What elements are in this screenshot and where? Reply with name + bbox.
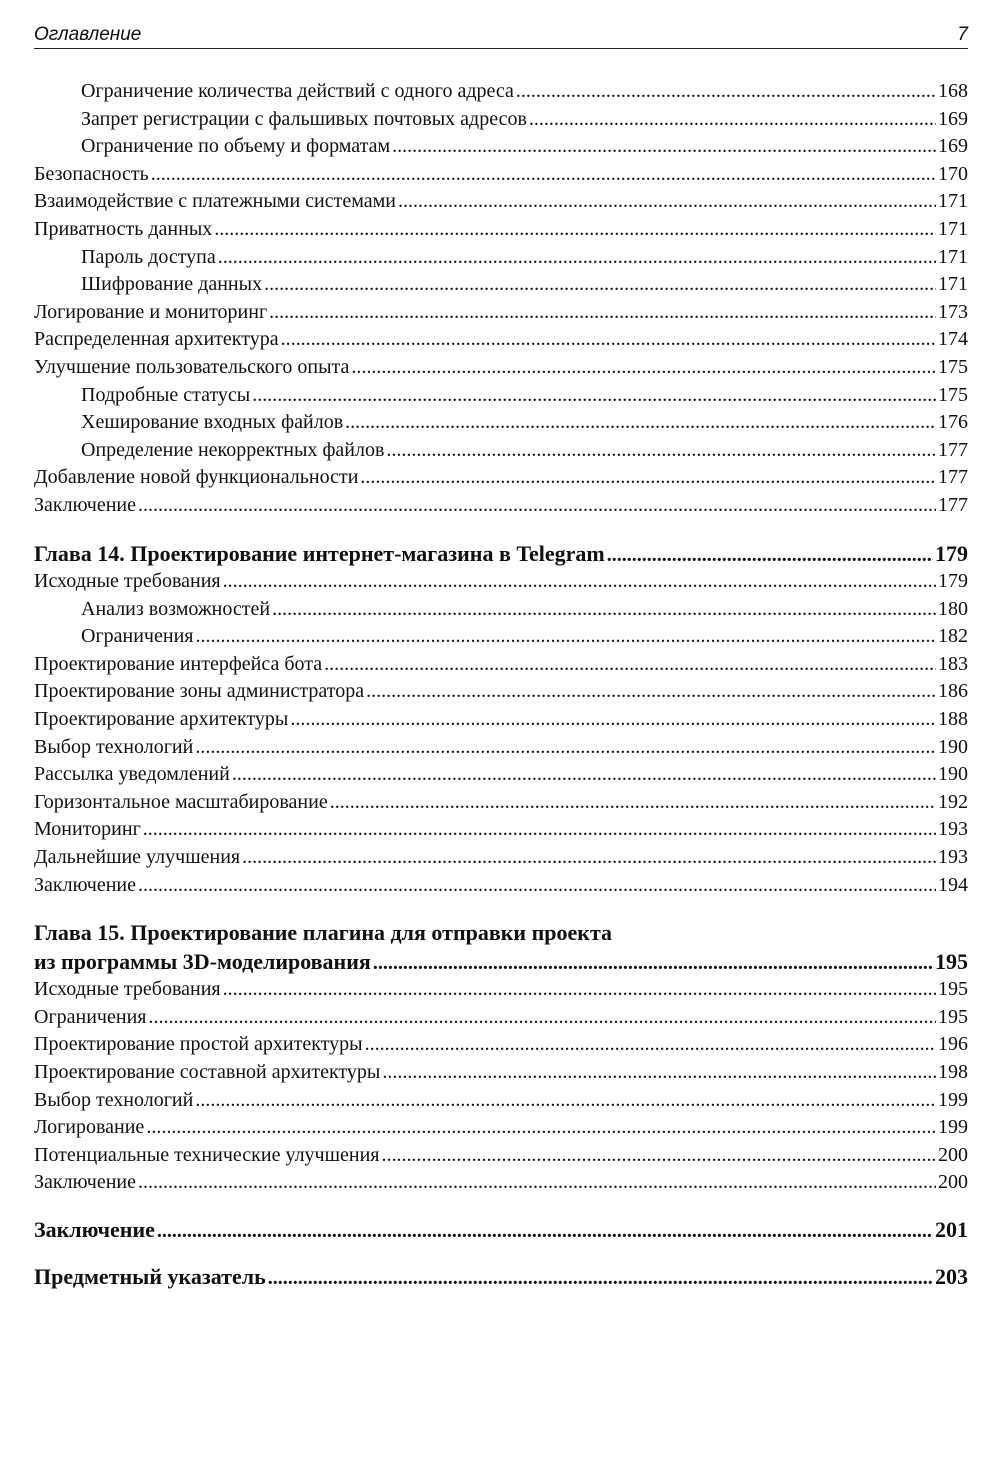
toc-entry-page: 190	[938, 763, 968, 786]
dot-leader	[392, 133, 936, 161]
toc-entry[interactable]	[34, 78, 968, 106]
toc-entry[interactable]	[34, 1004, 968, 1032]
toc-entry[interactable]	[34, 789, 968, 817]
chapter-15-title-line2: из программы 3D-моделирования	[34, 948, 371, 974]
toc-entry-title: Подробные статусы	[81, 383, 251, 406]
dot-leader	[516, 78, 936, 106]
toc-entry-title: Проектирование архитектуры	[34, 707, 289, 730]
running-head-title: Оглавление	[34, 24, 142, 45]
dot-leader	[148, 1004, 936, 1032]
dot-leader	[268, 1264, 933, 1293]
toc-entry-page: 173	[938, 300, 968, 323]
dot-leader	[272, 596, 936, 624]
conclusion-title: Заключение	[34, 1216, 155, 1242]
toc-entry[interactable]	[34, 734, 968, 762]
toc-entry-title: Выбор технологий	[34, 1088, 194, 1111]
toc-entry-title: Хеширование входных файлов	[81, 411, 344, 434]
toc-entry-title: Приватность данных	[34, 217, 213, 240]
chapter-14-page: 179	[935, 540, 968, 566]
table-of-contents	[34, 78, 968, 1292]
toc-entry-title: Проектирование интерфейса бота	[34, 652, 323, 675]
toc-entry[interactable]	[34, 1142, 968, 1170]
toc-entry[interactable]	[34, 106, 968, 134]
toc-entry-page: 198	[938, 1060, 968, 1083]
index-heading[interactable]	[34, 1263, 968, 1292]
dot-leader	[151, 161, 936, 189]
toc-entry-title: Анализ возможностей	[81, 597, 271, 620]
toc-entry[interactable]	[34, 1087, 968, 1115]
dot-leader	[345, 409, 936, 437]
toc-entry[interactable]	[34, 761, 968, 789]
dot-leader	[382, 1142, 937, 1170]
dot-leader	[281, 326, 936, 354]
toc-entry[interactable]	[34, 188, 968, 216]
toc-entry-page: 175	[938, 383, 968, 406]
toc-entry-page: 192	[938, 790, 968, 813]
toc-entry-title: Определение некорректных файлов	[81, 438, 385, 461]
toc-entry[interactable]	[34, 299, 968, 327]
toc-entry-page: 183	[938, 652, 968, 675]
toc-entry-page: 195	[938, 978, 968, 1001]
toc-entry-page: 194	[938, 873, 968, 896]
toc-entry-title: Заключение	[34, 873, 136, 896]
index-page: 203	[935, 1264, 968, 1290]
toc-entry-title: Логирование	[34, 1116, 145, 1139]
dot-leader	[138, 1169, 936, 1197]
toc-entry-page: 190	[938, 735, 968, 758]
dot-leader	[398, 188, 936, 216]
running-head-page-number: 7	[957, 24, 968, 45]
toc-entry-title: Потенциальные технические улучшения	[34, 1143, 380, 1166]
toc-entry-page: 199	[938, 1116, 968, 1139]
dot-leader	[223, 568, 936, 596]
dot-leader	[214, 216, 936, 244]
toc-entry-page: 186	[938, 680, 968, 703]
index-title: Предметный указатель	[34, 1264, 266, 1290]
toc-entry-title: Улучшение пользовательского опыта	[34, 355, 350, 378]
toc-entry[interactable]	[34, 976, 968, 1004]
toc-entry[interactable]	[34, 651, 968, 679]
chapter-14-entries	[34, 568, 968, 899]
toc-entry-page: 193	[938, 845, 968, 868]
toc-entry-title: Мониторинг	[34, 818, 141, 841]
toc-entry[interactable]	[34, 816, 968, 844]
toc-entry[interactable]	[34, 409, 968, 437]
toc-entry[interactable]	[34, 568, 968, 596]
chapter-15-entries	[34, 976, 968, 1197]
toc-entry[interactable]	[34, 623, 968, 651]
dot-leader	[373, 949, 933, 978]
dot-leader	[252, 382, 936, 410]
dot-leader	[382, 1059, 936, 1087]
dot-leader	[529, 106, 936, 134]
toc-entry-page: 195	[938, 1005, 968, 1028]
toc-section-continued	[34, 78, 968, 520]
toc-entry-page: 171	[938, 273, 968, 296]
toc-entry-page: 193	[938, 818, 968, 841]
toc-entry[interactable]	[34, 596, 968, 624]
conclusion-page: 201	[935, 1216, 968, 1242]
toc-entry-title: Заключение	[34, 493, 136, 516]
toc-entry-page: 169	[938, 107, 968, 130]
toc-entry-page: 182	[938, 625, 968, 648]
toc-entry-title: Рассылка уведомлений	[34, 763, 230, 786]
toc-entry[interactable]	[34, 872, 968, 900]
toc-entry-page: 199	[938, 1088, 968, 1111]
toc-entry[interactable]	[34, 492, 968, 520]
chapter-15-heading[interactable]	[34, 919, 968, 976]
toc-entry[interactable]	[34, 1059, 968, 1087]
conclusion-heading[interactable]	[34, 1216, 968, 1245]
dot-leader	[351, 354, 936, 382]
dot-leader	[146, 1114, 936, 1142]
dot-leader	[242, 844, 936, 872]
toc-entry-title: Ограничения	[81, 625, 194, 648]
toc-entry[interactable]	[34, 216, 968, 244]
toc-entry-title: Логирование и мониторинг	[34, 300, 268, 323]
toc-entry-page: 188	[938, 707, 968, 730]
toc-entry-page: 171	[938, 190, 968, 213]
chapter-15-page: 195	[935, 948, 968, 974]
toc-entry-page: 171	[938, 217, 968, 240]
toc-entry-title: Запрет регистрации с фальшивых почтовых адресов	[81, 107, 527, 130]
toc-entry-title: Выбор технологий	[34, 735, 194, 758]
toc-entry-page: 175	[938, 355, 968, 378]
dot-leader	[195, 734, 936, 762]
toc-entry-title: Заключение	[34, 1171, 136, 1194]
toc-entry-page: 180	[938, 597, 968, 620]
dot-leader	[330, 789, 936, 817]
toc-entry[interactable]	[34, 326, 968, 354]
dot-leader	[195, 623, 936, 651]
dot-leader	[607, 541, 933, 570]
dot-leader	[360, 464, 936, 492]
toc-entry-title: Ограничение количества действий с одного адреса	[81, 80, 514, 102]
toc-entry[interactable]	[34, 244, 968, 272]
toc-entry[interactable]	[34, 1169, 968, 1197]
toc-entry-title: Шифрование данных	[81, 273, 263, 296]
dot-leader	[365, 1031, 936, 1059]
dot-leader	[324, 651, 936, 679]
toc-entry-title: Исходные требования	[34, 570, 221, 592]
toc-entry-page: 171	[938, 245, 968, 268]
toc-entry-page: 200	[938, 1171, 968, 1194]
running-head	[34, 22, 968, 49]
dot-leader	[269, 299, 936, 327]
toc-entry-title: Взаимодействие с платежными системами	[34, 190, 396, 213]
toc-entry-page: 170	[938, 162, 968, 185]
toc-entry-page: 196	[938, 1033, 968, 1056]
toc-entry[interactable]	[34, 271, 968, 299]
toc-entry-page: 200	[938, 1143, 968, 1166]
chapter-14-title: Глава 14. Проектирование интернет-магазина в Telegram	[34, 540, 605, 566]
toc-entry-title: Добавление новой функциональности	[34, 466, 359, 489]
toc-entry-page: 177	[938, 493, 968, 516]
dot-leader	[386, 437, 936, 465]
dot-leader	[223, 976, 936, 1004]
toc-entry[interactable]	[34, 354, 968, 382]
toc-entry[interactable]	[34, 464, 968, 492]
toc-entry[interactable]	[34, 706, 968, 734]
toc-entry-title: Безопасность	[34, 162, 149, 185]
toc-entry-title: Исходные требования	[34, 978, 221, 1001]
toc-entry[interactable]	[34, 1114, 968, 1142]
toc-entry-title: Ограничение по объему и форматам	[81, 135, 391, 158]
dot-leader	[264, 271, 936, 299]
toc-entry[interactable]	[34, 437, 968, 465]
toc-entry[interactable]	[34, 678, 968, 706]
chapter-14-heading[interactable]	[34, 540, 968, 569]
dot-leader	[232, 761, 936, 789]
dot-leader	[143, 816, 936, 844]
toc-entry-title: Проектирование зоны администратора	[34, 680, 365, 703]
toc-entry-page: 174	[938, 328, 968, 351]
toc-entry-page: 169	[938, 135, 968, 158]
toc-entry-page: 176	[938, 411, 968, 434]
toc-entry[interactable]	[34, 1031, 968, 1059]
chapter-15-title-line1: Глава 15. Проектирование плагина для отправки проекта	[34, 920, 613, 946]
dot-leader	[195, 1087, 936, 1115]
toc-entry-title: Пароль доступа	[81, 245, 216, 268]
dot-leader	[290, 706, 936, 734]
toc-entry[interactable]	[34, 382, 968, 410]
dot-leader	[366, 678, 936, 706]
toc-entry-title: Ограничения	[34, 1005, 147, 1028]
toc-entry-page: 168	[938, 80, 968, 102]
toc-entry[interactable]	[34, 161, 968, 189]
dot-leader	[218, 244, 936, 272]
toc-entry-title: Горизонтальное масштабирование	[34, 790, 328, 813]
toc-entry-page: 177	[938, 466, 968, 489]
toc-entry-title: Распределенная архитектура	[34, 328, 279, 351]
toc-entry-title: Дальнейшие улучшения	[34, 845, 241, 868]
toc-entry[interactable]	[34, 844, 968, 872]
dot-leader	[138, 492, 936, 520]
toc-entry-page: 177	[938, 438, 968, 461]
toc-entry-title: Проектирование простой архитектуры	[34, 1033, 363, 1056]
dot-leader	[157, 1217, 933, 1246]
dot-leader	[138, 872, 936, 900]
toc-entry-title: Проектирование составной архитектуры	[34, 1060, 381, 1083]
toc-entry-page: 179	[938, 570, 968, 592]
toc-entry[interactable]	[34, 133, 968, 161]
